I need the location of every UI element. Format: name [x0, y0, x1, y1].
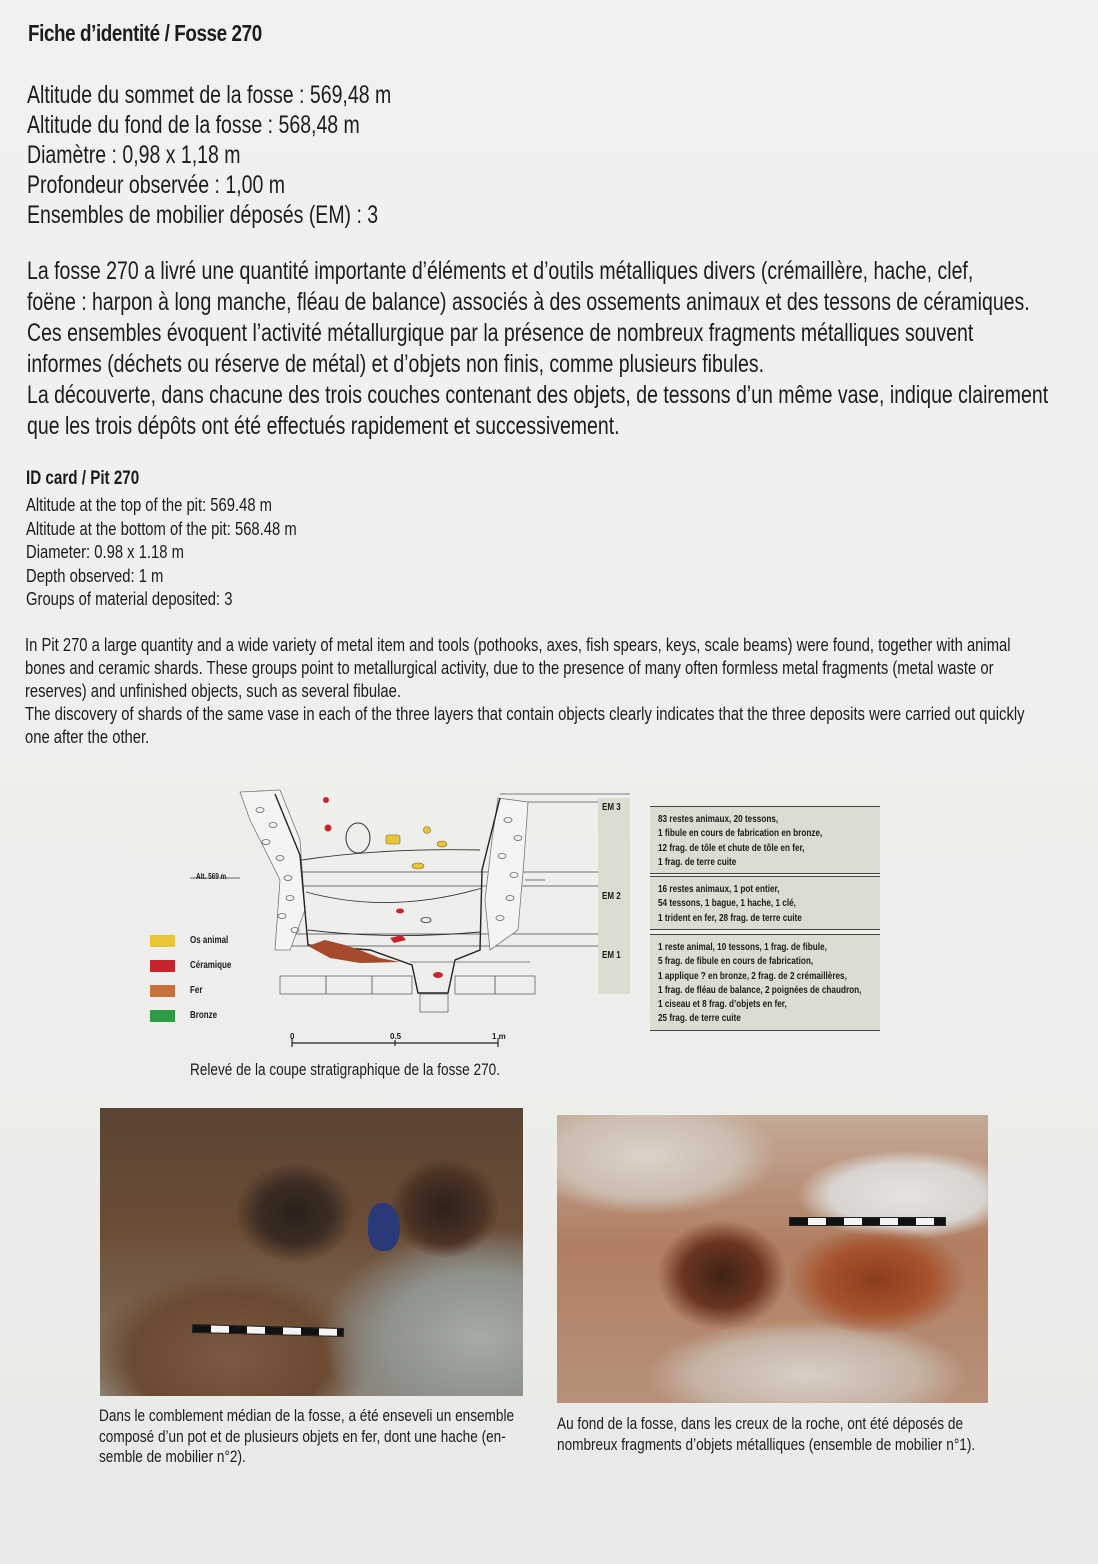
legend-item [150, 1003, 242, 1028]
english-fact: Altitude at the bottom of the pit: 568.48 m [26, 517, 297, 539]
french-description-line: que les trois dépôts ont été effectués rapidement et successivement. [27, 412, 620, 440]
english-title: ID card / Pit 270 [26, 468, 140, 489]
diagram-caption: Relevé de la coupe stratigraphique de la fosse 270. [190, 1060, 500, 1079]
legend-swatch [150, 985, 175, 997]
em1-label: EM 1 [602, 950, 621, 961]
em2-content-line: 54 tessons, 1 bague, 1 hache, 1 clé, [658, 897, 796, 910]
photo-caption-line: Dans le comblement médian de la fosse, a été enseveli un ensemble [99, 1406, 515, 1425]
english-fact: Groups of material deposited: 3 [26, 588, 233, 609]
photo-caption-line: semble de mobilier n°2). [99, 1447, 246, 1466]
em2-label: EM 2 [602, 891, 621, 902]
legend-item [150, 928, 242, 953]
french-description-line: La découverte, dans chacune des trois couches contenant des objets, de tessons d’un même vase, indique clairement [27, 381, 1049, 409]
diagram-legend [150, 928, 242, 1028]
scale-bar [789, 1217, 946, 1226]
french-description [27, 256, 1048, 442]
em2-content-line: 16 restes animaux, 1 pot entier, [658, 883, 780, 895]
excavation-photo-metal-fragments [557, 1115, 988, 1403]
english-description [25, 633, 1025, 748]
em1-content-line: 25 frag. de terre cuite [658, 1012, 741, 1025]
legend-swatch [150, 960, 175, 972]
english-description-line: In Pit 270 a large quantity and a wide variety of metal item and tools (pothooks, axes, fish spears, keys, scale beams) were found, together with animal [25, 634, 1011, 655]
legend-swatch [150, 1010, 175, 1022]
french-description-line: Ces ensembles évoquent l’activité métallurgique par la présence de nombreux fragments métalliques souvent [27, 319, 974, 347]
french-title: Fiche d’identité / Fosse 270 [28, 20, 262, 46]
em3-content-line: 83 restes animaux, 20 tessons, [658, 813, 779, 825]
french-fact: Altitude du sommet de la fosse : 569,48 m [27, 81, 392, 109]
legend-label: Fer [190, 985, 203, 996]
photo-caption-line: nombreux fragments d’objets métalliques (ensemble de mobilier n°1). [557, 1434, 976, 1454]
english-fact: Diameter: 0.98 x 1.18 m [26, 541, 184, 562]
french-fact: Altitude du fond de la fosse : 568,48 m [27, 111, 360, 139]
english-fact: Altitude at the top of the pit: 569.48 m [26, 494, 273, 515]
french-fact: Diamètre : 0,98 x 1,18 m [27, 141, 241, 169]
scale-label-mid: 0.5 [390, 1032, 402, 1041]
legend-label: Os animal [190, 935, 229, 946]
em1-content-line: 5 frag. de fibule en cours de fabrication, [658, 955, 814, 968]
french-description-line: informes (déchets ou réserve de métal) et d’objets non finis, comme plusieurs fibules. [27, 350, 765, 378]
legend-item [150, 978, 242, 1003]
em1-content-line: 1 frag. de fléau de balance, 2 poignées de chaudron, [658, 983, 862, 996]
french-fact: Profondeur observée : 1,00 m [27, 171, 285, 199]
excavation-photo-pot-and-iron-objects [100, 1108, 523, 1396]
english-fact: Depth observed: 1 m [26, 564, 164, 586]
em3-contents-box [650, 806, 880, 874]
ceramic-pot-shape [368, 1203, 400, 1251]
em3-label: EM 3 [602, 802, 621, 813]
french-description-line: La fosse 270 a livré une quantité importante d’éléments et d’outils métalliques divers (crémaillère, hache, clef, [27, 257, 974, 285]
english-description-line: The discovery of shards of the same vase in each of the three layers that contain objects clearly indicates that the three deposits were carried out quickly [25, 703, 1025, 724]
em3-content-line: 12 frag. de tôle et chute de tôle en fer, [658, 841, 805, 854]
english-description-line: bones and ceramic shards. These groups point to metallurgical activity, due to the presence of many often formless metal fragments (metal waste or [25, 657, 994, 678]
altitude-label: Alt. 569 m [196, 872, 227, 881]
legend-label: Bronze [190, 1010, 218, 1021]
english-description-line: reserves) and unfinished objects, such as several fibulae. [25, 680, 401, 701]
scale-bar [192, 1324, 344, 1337]
em3-content-line: 1 fibule en cours de fabrication en bronze, [658, 827, 823, 840]
scale-label-start: 0 [290, 1032, 295, 1041]
french-facts-list [27, 80, 391, 230]
photo-caption-1 [99, 1406, 514, 1468]
em1-contents-box [650, 934, 880, 1031]
photo-caption-line: Au fond de la fosse, dans les creux de la roche, ont été déposés de [557, 1414, 964, 1433]
photo-caption-line: composé d’un pot et de plusieurs objets en fer, dont une hache (en- [99, 1426, 506, 1446]
english-description-line: one after the other. [25, 726, 150, 747]
photo-caption-2 [557, 1414, 975, 1455]
legend-item [150, 953, 242, 978]
em2-content-line: 1 trident en fer, 28 frag. de terre cuite [658, 911, 802, 924]
scale-label-end: 1 m [492, 1032, 506, 1041]
french-description-line: foëne : harpon à long manche, fléau de balance) associés à des ossements animaux et des tessons de céramiques. [27, 288, 1030, 316]
em1-content-line: 1 reste animal, 10 tessons, 1 frag. de fibule, [658, 941, 827, 953]
french-fact: Ensembles de mobilier déposés (EM) : 3 [27, 201, 379, 229]
em2-contents-box [650, 876, 880, 930]
em1-content-line: 1 applique ? en bronze, 2 frag. de 2 crémaillères, [658, 969, 847, 982]
em1-content-line: 1 ciseau et 8 frag. d’objets en fer, [658, 998, 787, 1011]
legend-label: Céramique [190, 960, 232, 971]
em3-content-line: 1 frag. de terre cuite [658, 855, 737, 868]
legend-swatch [150, 935, 175, 947]
english-facts-list [26, 493, 297, 611]
